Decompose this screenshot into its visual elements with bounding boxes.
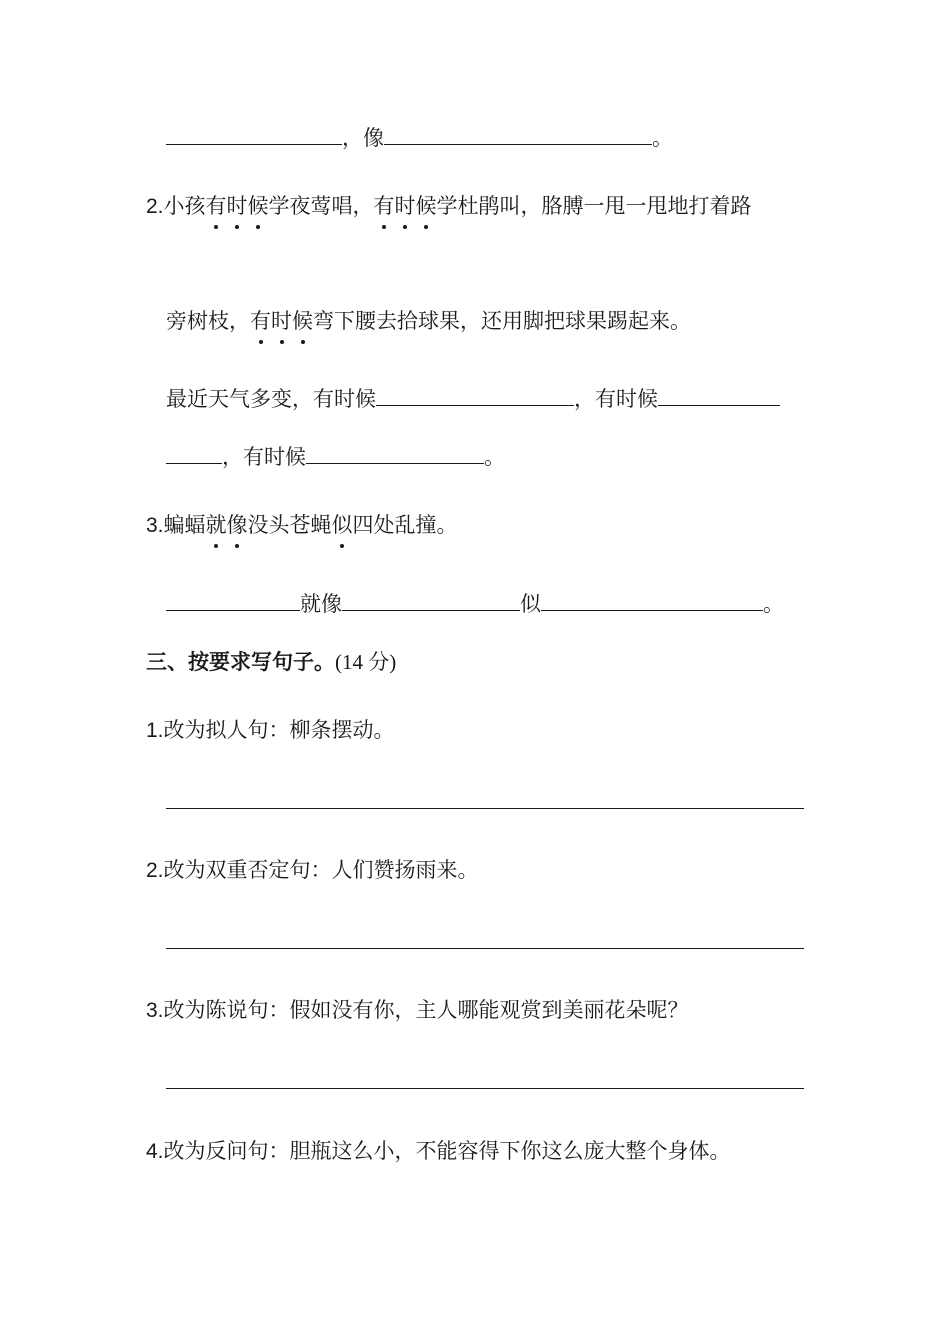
- task-3-answer-line[interactable]: [166, 1088, 804, 1089]
- q3-number: 3.: [146, 514, 164, 537]
- task-3: [146, 996, 689, 1025]
- task-number: 2.: [146, 859, 164, 882]
- emphasis-char: 就: [205, 513, 227, 537]
- emphasis-char: 候: [415, 194, 437, 218]
- task-1-answer-line[interactable]: [166, 808, 804, 809]
- task-1: [146, 716, 395, 745]
- task-text: 改为反问句：胆瓶这么小，不能容得下你这么庞大整个身体。: [163, 1139, 731, 1163]
- q2-sentence-line2: [166, 307, 691, 335]
- q3-emphasis-2: 似: [331, 513, 353, 537]
- q1-blank-2[interactable]: [384, 122, 652, 145]
- emphasis-char: 有: [205, 194, 227, 218]
- q3-exercise-text: 就像: [300, 592, 342, 616]
- q3-blank-3[interactable]: [541, 588, 763, 611]
- q2-exercise-text: 最近天气多变，有时候: [166, 387, 376, 411]
- emphasis-char: 候: [247, 194, 269, 218]
- emphasis-char: 时: [271, 309, 292, 333]
- q2-number: 2.: [146, 195, 164, 218]
- q2-sentence-line1: [146, 192, 752, 221]
- task-number: 3.: [146, 999, 164, 1022]
- section-3-title: 三、按要求写句子。: [146, 650, 335, 674]
- q2-blank-1[interactable]: [376, 383, 574, 406]
- q1-blank-1[interactable]: [166, 122, 342, 145]
- q2-text: 小孩: [163, 194, 206, 218]
- q3-exercise-text: 似: [520, 592, 541, 616]
- q2-blank-3[interactable]: [306, 441, 484, 464]
- q3-sentence: [146, 511, 458, 540]
- q2-emphasis-3: [250, 309, 313, 333]
- q3-blank-2[interactable]: [342, 588, 520, 611]
- emphasis-char: 时: [226, 194, 248, 218]
- section-3-heading: [146, 648, 396, 676]
- q2-text: 学夜莺唱，: [268, 194, 374, 218]
- q3-blank-1[interactable]: [166, 588, 300, 611]
- q3-exercise: [166, 588, 784, 618]
- q2-emphasis-1: [206, 194, 269, 218]
- q3-emphasis-1: [206, 513, 248, 537]
- task-text: 改为拟人句：柳条摆动。: [163, 718, 395, 742]
- q2-blank-2a[interactable]: [658, 383, 780, 406]
- q2-end-punct: 。: [484, 445, 505, 469]
- q3-text: 没头苍蝇: [247, 513, 332, 537]
- section-3-score: (14 分): [335, 650, 397, 674]
- q3-text: 四处乱撞。: [352, 513, 458, 537]
- task-2: [146, 856, 479, 885]
- q2-text: 学杜鹃叫，胳膊一甩一甩地打着路: [436, 194, 752, 218]
- q2-text: 旁树枝，: [166, 309, 250, 333]
- task-number: 4.: [146, 1140, 164, 1163]
- emphasis-char: 时: [394, 194, 416, 218]
- task-text: 改为陈说句：假如没有你，主人哪能观赏到美丽花朵呢？: [163, 998, 689, 1022]
- q1-end-punct: 。: [652, 126, 673, 150]
- task-number: 1.: [146, 719, 164, 742]
- q2-exercise-line1: [166, 383, 780, 413]
- q1-like-text: ，像: [342, 126, 384, 150]
- q3-end-punct: 。: [763, 592, 784, 616]
- q2-blank-2b[interactable]: [166, 441, 222, 464]
- q2-text: 弯下腰去拾球果，还用脚把球果踢起来。: [313, 309, 691, 333]
- emphasis-char: 有: [373, 194, 395, 218]
- q2-exercise-line2: [166, 441, 505, 471]
- q1-answer-line: [166, 122, 673, 152]
- task-4: [146, 1137, 731, 1166]
- emphasis-char: 像: [226, 513, 248, 537]
- task-text: 改为双重否定句：人们赞扬雨来。: [163, 858, 479, 882]
- task-2-answer-line[interactable]: [166, 948, 804, 949]
- q2-exercise-text: ，有时候: [574, 387, 658, 411]
- q2-emphasis-2: [374, 194, 437, 218]
- q2-exercise-text: ，有时候: [222, 445, 306, 469]
- q3-text: 蝙蝠: [163, 513, 206, 537]
- emphasis-char: 有: [250, 309, 271, 333]
- emphasis-char: 候: [292, 309, 313, 333]
